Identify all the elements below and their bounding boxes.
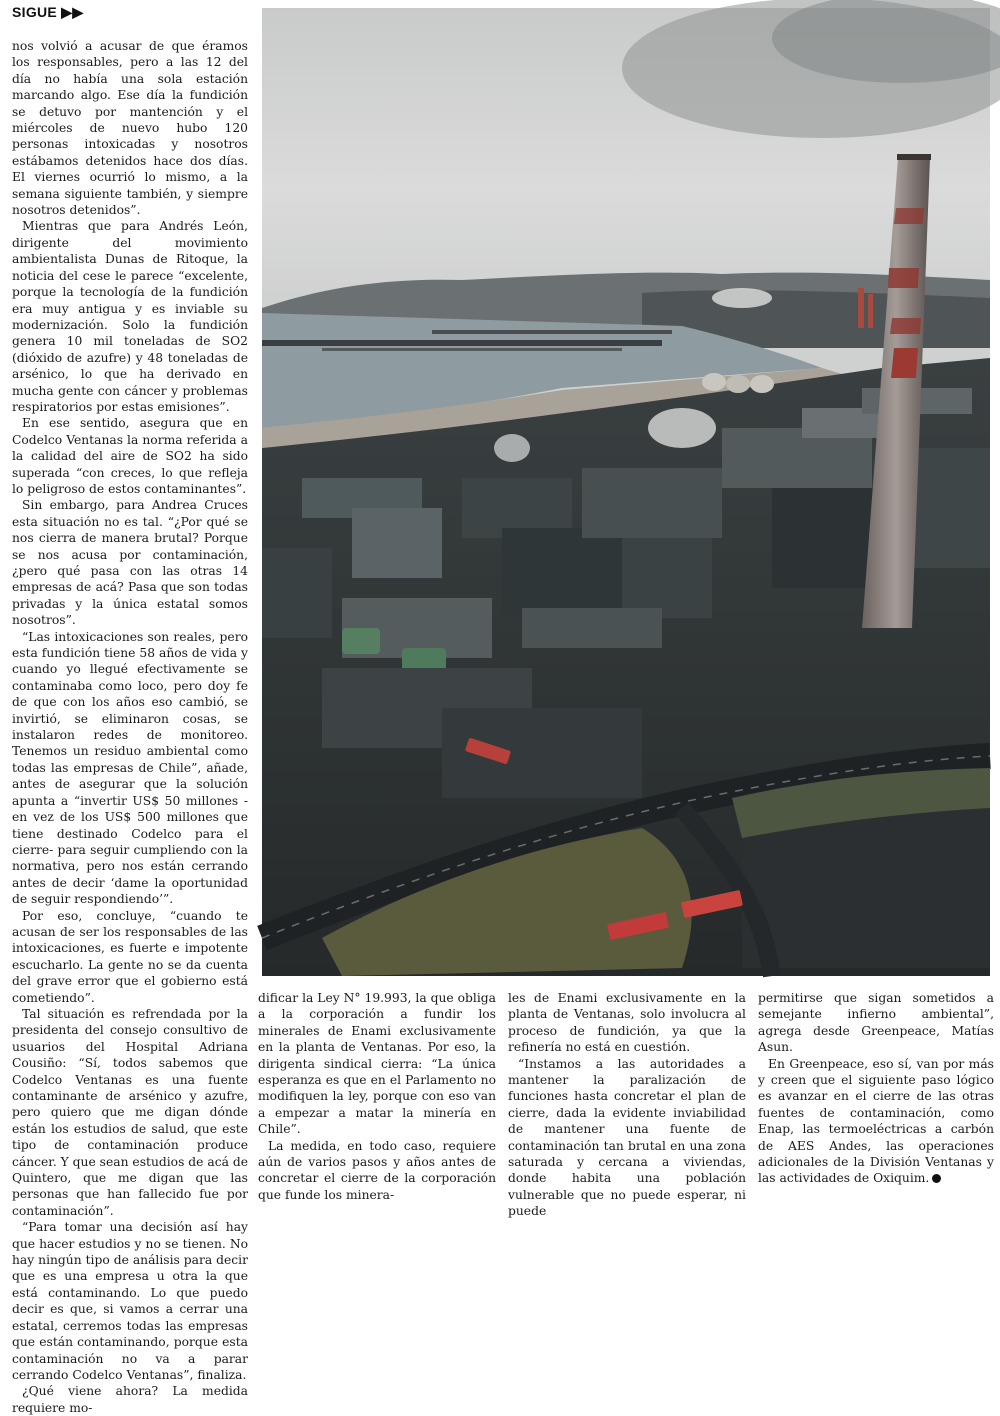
paragraph: “Instamos a las autoridades a mantener la paralización de funciones hasta concretar el plan de cierre, dada la evidente inviabilidad de mantener una fuente de contaminación tan brutal en una zona saturada y cercana a viviendas, donde habita una población vulnerable que no puede esperar, ni puede: [508, 1056, 746, 1219]
paragraph: Sin embargo, para Andrea Cruces esta situación no es tal. “¿Por qué se nos cierra de manera brutal? Porque se nos acusa por contaminación, ¿pero qué pasa con las otras 14 empresas de acá? Pasa que son todas privadas y la única estatal somos nosotros”.: [12, 498, 248, 628]
paragraph: ¿Qué viene ahora? La medida requiere mo-: [12, 1384, 248, 1415]
pier: [322, 348, 622, 351]
article-column-left: [12, 38, 248, 1415]
steam-plume: [494, 434, 530, 462]
end-of-article-icon: [932, 1174, 941, 1183]
paragraph-final: [758, 1056, 994, 1187]
paragraph-final-text: En Greenpeace, eso sí, van por más y creen que el siguiente paso lógico es avanzar en el cierre de las otras fuentes de contaminación, como Enap, las termoeléctricas a carbón de AES Andes, las operaciones adicionales de la División Ventanas y las actividades de Oxiquim.: [758, 1056, 994, 1186]
paragraph: Por eso, concluye, “cuando te acusan de ser los responsables de las intoxicaciones, es fuerte e impotente escucharlo. La gente no se da cuenta del grave error que el gobierno está cometiendo”.: [12, 908, 248, 1005]
paragraph: La medida, en todo caso, requiere aún de varios pasos y años antes de concretar el cierre de la corporación que funde los minera-: [258, 1138, 496, 1202]
article-column-bottom-2: [258, 990, 496, 1202]
paragraph: En ese sentido, asegura que en Codelco Ventanas la norma referida a la calidad del aire de SO2 ha sido superada “con creces, lo que refleja lo peligroso de estos contaminantes”.: [12, 416, 248, 496]
distant-chimney: [868, 294, 873, 328]
paragraph: permitirse que sigan sometidos a semejante infierno ambiental”, agrega desde Greenpeace, Matías Asun.: [758, 991, 994, 1055]
paragraph: les de Enami exclusivamente en la planta de Ventanas, solo involucra al proceso de fundición, ya que la refinería no está en cuestión.: [508, 991, 746, 1055]
pier: [432, 330, 672, 334]
section-kicker: SIGUE ▶▶: [12, 4, 84, 20]
steam-plume: [648, 408, 716, 448]
distant-chimney: [858, 288, 864, 328]
paragraph: Tal situación es refrendada por la presidenta del consejo consultivo de usuarios del Hospital Adriana Cousiño: “Sí, todos sabemos que Codelco Ventanas es una fuente contaminante de arsénico y azufre, pero quiero que me digan dónde están los estudios de salud, que este tipo de contaminación produce cáncer. Y que sean estudios de acá de Quintero, que me digan que las personas que han fallecido fue por contaminación”.: [12, 1006, 248, 1218]
paragraph: Mientras que para Andrés León, dirigente del movimiento ambientalista Dunas de Ritoque, la noticia del cese le parece “excelente, porque la tecnología de la fundición era muy antigua y es inviable su modernización. Solo la fundición genera 10 mil toneladas de SO2 (dióxido de azufre) y 48 toneladas de arsénico, lo que ha derivado en mucha gente con cáncer y problemas respiratorios por estas emisiones”.: [12, 219, 248, 414]
article-column-bottom-4: [758, 990, 994, 1186]
article-column-bottom-3: [508, 990, 746, 1219]
paragraph: dificar la Ley N° 19.993, la que obliga a la corporación a fundir los minerales de Enami exclusivamente en la planta de Ventanas. Por eso, la dirigenta sindical cierra: “La única esperanza es que en el Parlamento no modifiquen la ley, porque con eso van a empezar a matar la minería en Chile”.: [258, 991, 496, 1137]
pier: [262, 340, 662, 346]
paragraph: “Para tomar una decisión así hay que hacer estudios y no se tienen. No hay ningún tipo de análisis para decir que es una empresa u otra la que está contaminando. Lo que puedo decir es que, si vamos a cerrar una estatal, cerremos todas las empresas que están contaminando, porque esta contaminación no va a parar cerrando Codelco Ventanas”, finaliza.: [12, 1220, 248, 1382]
paragraph: “Las intoxicaciones son reales, pero esta fundición tiene 58 años de vida y cuando yo llegué efectivamente se contaminaba como loco, pero doy fe de que con los años eso cambió, se invirtió, se eliminaron cosas, se instalaron redes de monitoreo. Tenemos un residuo ambiental como todas las empresas de Chile”, añade, antes de asegurar que la solución apunta a “invertir US$ 50 millones -en vez de los US$ 500 millones que tiene destinado Codelco para el cierre- para seguir cumpliendo con la normativa, pero nos están cerrando antes de decir ‘dame la oportunidad de seguir respondiendo’”.: [12, 629, 248, 907]
paragraph: nos volvió a acusar de que éramos los responsables, pero a las 12 del día no había una sola estación marcando algo. Ese día la fundición se detuvo por mantención y el miércoles de nuevo hubo 120 personas intoxicadas y nosotros estábamos detenidos hace dos días. El viernes ocurrió lo mismo, a la semana siguiente también, y siempre nosotros detenidos”.: [12, 39, 248, 218]
steam-plume: [712, 288, 772, 308]
aerial-photo-industrial-complex: [262, 8, 990, 976]
